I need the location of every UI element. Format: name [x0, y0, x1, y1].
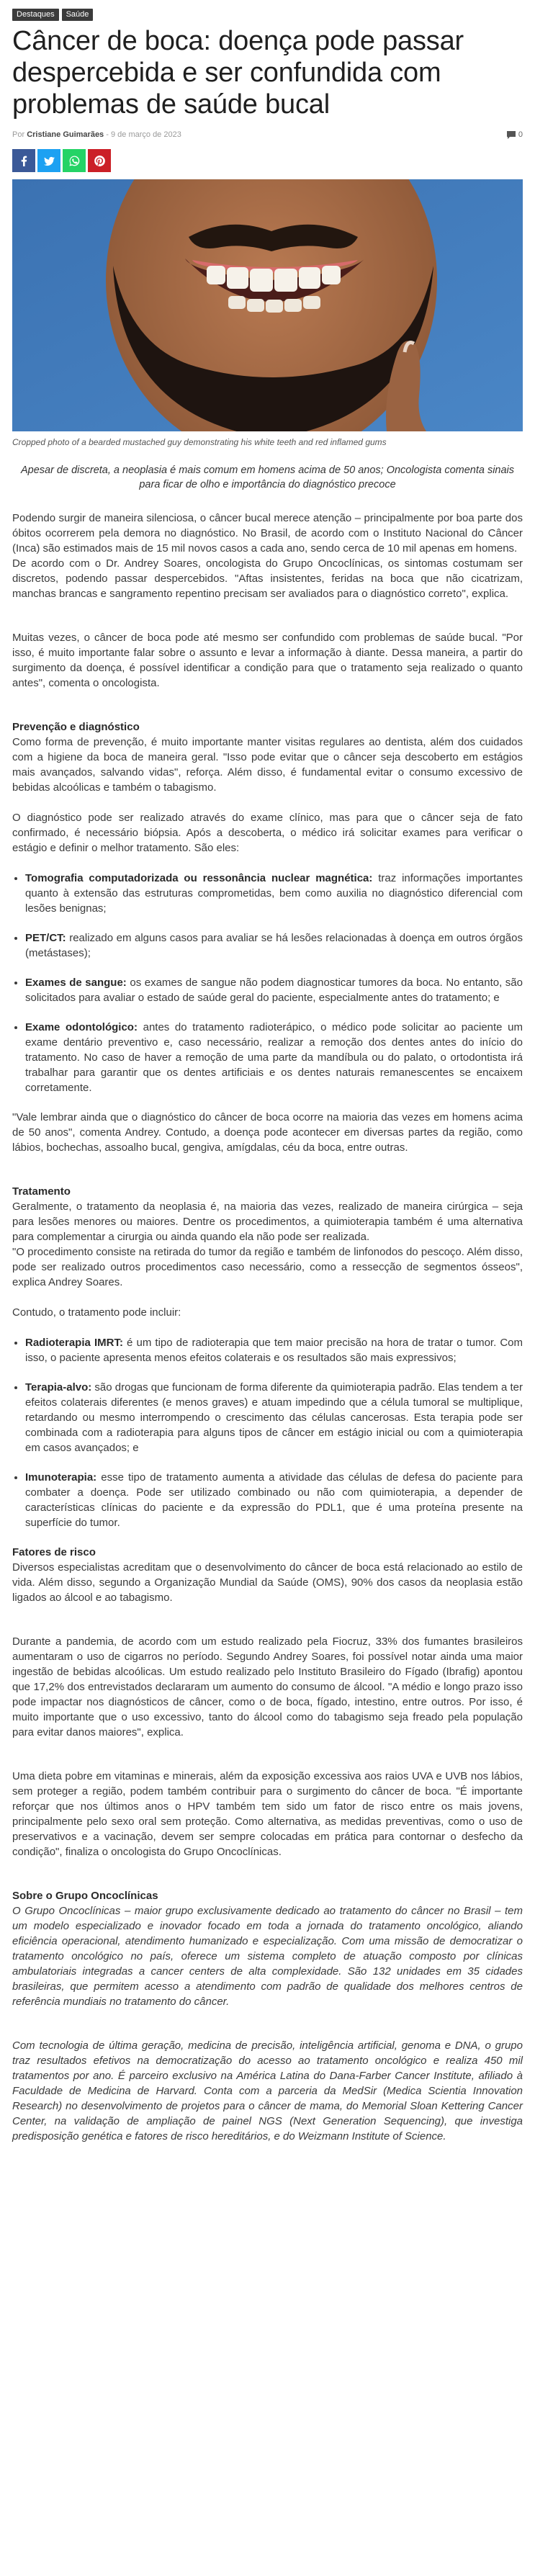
- publish-date: 9 de março de 2023: [110, 130, 181, 139]
- exams-list: [12, 871, 523, 1095]
- paragraph: Como forma de prevenção, é muito importante manter visitas regulares ao dentista, além dos cuidados com a higiene da boca de maneira geral. "Isso pode evitar que o câncer seja descoberto em estágios mais avançados, salvando vidas", reforça. Além disso, é fundamental evitar o consumo excessivo de bebidas alcoólicas e também o tabagismo.: [12, 736, 523, 794]
- comments-count-link[interactable]: [507, 130, 523, 139]
- treatments-list: [12, 1335, 523, 1530]
- list-item: • Terapia-alvo: são drogas que funcionam de forma diferente da quimioterapia padrão. Elas tendem a ter efeitos colaterais diferentes (e menos graves) e atuam impedindo que a célula tumoral se multiplique, retardando ou mesmo interrompendo o crescimento das células cancerosas. Esta terapia pode ser combinada com a radioterapia para alguns tipos de câncer em estágio inicial ou com a quimioterapia em casos avançados; e: [25, 1380, 523, 1455]
- by-label: Por: [12, 130, 25, 139]
- paragraph: Muitas vezes, o câncer de boca pode até mesmo ser confundido com problemas de saúde bucal. "Por isso, é muito importante falar sobre o assunto e levar a informação à diante. Dessa maneira, a partir do surgimento da doença, é possível identificar a condição para que o tratamento seja realizado o quanto antes", comenta o oncologista.: [12, 632, 523, 689]
- article-meta: [12, 130, 523, 139]
- smiling-man-photo: [12, 179, 523, 431]
- share-buttons: [12, 149, 523, 172]
- list-item: • Radioterapia IMRT: é um tipo de radioterapia que tem maior precisão na hora de tratar o tumor. Com isso, o paciente apresenta menos efeitos colaterais e os resultados são mais expressivos;: [25, 1335, 523, 1365]
- twitter-share-button[interactable]: [37, 149, 60, 172]
- paragraph: O Grupo Oncoclínicas – maior grupo exclusivamente dedicado ao tratamento do câncer no Brasil – tem um modelo especializado e inovador focado em toda a jornada do tratamento oncológico, aliando eficiência operacional, atendimento humanizado e especialização. Com uma missão de democratizar o tratamento oncológico no país, oferece um sistema completo de atuação composto por clínicas ambulatoriais integradas a cancer centers de alta complexidade. São 132 unidades em 35 cidades brasileiras, que permitem acesso a atendimento com padrão de qualidade dos melhores centros de referência mundiais no tratamento do câncer.: [12, 1905, 523, 2008]
- list-item: • Exame odontológico: antes do tratamento radioterápico, o médico pode solicitar ao paciente um exame dentário preventivo e, caso necessário, realizar a remoção dos dentes antes do início do tratamento. No caso de haver a remoção de uma parte da mandíbula ou do palato, o ortodontista irá trabalhar para garantir que os dentes artificiais e os dentes naturais remanescentes se encaixem corretamente.: [25, 1020, 523, 1095]
- section-heading-fatores: Fatores de risco: [12, 1546, 96, 1558]
- paragraph: Com tecnologia de última geração, medicina de precisão, inteligência artificial, genoma e DNA, o grupo traz resultados efetivos na democratização do acesso ao tratamento oncológico e realiza 450 mil tratamentos por ano. É parceiro exclusivo na América Latina do Dana-Farber Cancer Institute, afiliado à Faculdade de Medicina de Harvard. Conta com a parceria da MedSir (Medica Scientia Innovation Research) no desenvolvimento de projetos para o câncer de mama, do Memorial Sloan Kettering Cancer Center, na validação de ampliação de painel NGS (Next Generation Sequencing), que investiga predisposição genética e fatores de risco hereditários, e do Weizmann Institute of Science.: [12, 2039, 523, 2142]
- section-heading-tratamento: Tratamento: [12, 1185, 71, 1198]
- tag-destaques[interactable]: Destaques: [12, 9, 59, 21]
- list-item: • Exames de sangue: os exames de sangue não podem diagnosticar tumores da boca. No entanto, são solicitados para avaliar o estado de saúde geral do paciente, especialmente antes do tratamento; e: [25, 975, 523, 1005]
- article-body: [12, 511, 523, 2144]
- hero-image: [12, 179, 523, 431]
- paragraph: "O procedimento consiste na retirada do tumor da região e também de linfonodos do pescoço. Além disso, pode ser realizado outros procedimentos caso necessário, como a ressecção de segmentos ósseos", explica Andrey Soares.: [12, 1246, 523, 1288]
- tag-saude[interactable]: Saúde: [62, 9, 94, 21]
- paragraph: Uma dieta pobre em vitaminas e minerais, além da exposição excessiva aos raios UVA e UVB nos lábios, sem proteger a região, podem também contribuir para o surgimento do câncer de boca. "É importante reforçar que nos últimos anos o HPV também tem sido um fator de risco entre os mais jovens, principalmente pelo sexo oral sem proteção. Como alternativa, as medidas preventivas, como o uso de preservativos e a vacinação, devem ser sempre colocadas em prática para contornar o desfecho da condição", finaliza o oncologista do Grupo Oncoclínicas.: [12, 1770, 523, 1858]
- twitter-icon: [44, 156, 55, 166]
- image-caption: Cropped photo of a bearded mustached guy demonstrating his white teeth and red inflamed gums: [12, 437, 387, 447]
- section-heading-prevencao: Prevenção e diagnóstico: [12, 721, 140, 733]
- byline: [12, 130, 181, 139]
- paragraph: "Vale lembrar ainda que o diagnóstico do câncer de boca ocorre na maioria das vezes em homens acima de 50 anos", comenta Andrey. Contudo, a doença pode acontecer em diversas partes da região, como lábios, bochechas, assoalho bucal, gengiva, amígdalas, céu da boca, entre outras.: [12, 1111, 523, 1154]
- facebook-icon: [19, 156, 30, 166]
- whatsapp-icon: [69, 156, 80, 166]
- article-title: Câncer de boca: doença pode passar despercebida e ser confundida com problemas de saúde bucal: [12, 26, 464, 120]
- paragraph: Diversos especialistas acreditam que o desenvolvimento do câncer de boca está relacionado ao estilo de vida. Além disso, segundo a Organização Mundial da Saúde (OMS), 90% dos casos da neoplasia estão ligados ao álcool e ao tabagismo.: [12, 1561, 523, 1604]
- comments-count: 0: [518, 130, 523, 139]
- list-item: • Tomografia computadorizada ou ressonância nuclear magnética: traz informações importantes quanto à extensão das estruturas comprometidas, bem como auxilia no diagnóstico diferencial com lesões benignas;: [25, 871, 523, 916]
- facebook-share-button[interactable]: [12, 149, 35, 172]
- section-heading-sobre: Sobre o Grupo Oncoclínicas: [12, 1890, 158, 1902]
- whatsapp-share-button[interactable]: [63, 149, 86, 172]
- category-tags: [12, 0, 523, 21]
- author-link[interactable]: Cristiane Guimarães: [27, 130, 104, 139]
- paragraph: Geralmente, o tratamento da neoplasia é, na maioria das vezes, realizado de maneira cirúrgica – seja para lesões menores ou maiores. Dentre os procedimentos, a quimioterapia também é uma alternativa para complementar a cirurgia ou ainda quando ela não pode ser realizada.: [12, 1201, 523, 1243]
- paragraph: Contudo, o tratamento pode incluir:: [12, 1306, 181, 1319]
- list-item: • Imunoterapia: esse tipo de tratamento aumenta a atividade das células de defesa do paciente para combater a doença. Pode ser utilizado combinado ou não com quimioterapia, a depender de características clínicas do paciente e da expressão do PDL1, que é uma proteína presente na superfície do tumor.: [25, 1470, 523, 1530]
- paragraph: Durante a pandemia, de acordo com um estudo realizado pela Fiocruz, 33% dos fumantes brasileiros aumentaram o uso de cigarros no período. Segundo Andrey Soares, foi possível notar ainda uma maior ingestão de bebidas alcoólicas. Um estudo realizado pelo Instituto Brasileiro do Fígado (Ibrafig) apontou que 17,2% dos entrevistados declararam um aumento do consumo de álcool. "A médio e longo prazo isso pode impactar nos diagnósticos de câncer, como o de boca, fígado, intestino, entre outros. Por isso, é muito importante que o uso excessivo, tanto do álcool como do tabagismo seja freado pela população para evitar danos maiores", explica.: [12, 1635, 523, 1738]
- paragraph: Podendo surgir de maneira silenciosa, o câncer bucal merece atenção – principalmente por boa parte dos óbitos ocorrerem pela demora no diagnóstico. No Brasil, de acordo com o Instituto Nacional do Câncer (Inca) são estimados mais de 15 mil novos casos a cada ano, sendo cerca de 10 mil apenas em homens.: [12, 512, 523, 555]
- paragraph: O diagnóstico pode ser realizado através do exame clínico, mas para que o câncer seja de fato confirmado, é necessário biópsia. Após a descoberta, o médico irá solicitar exames para verificar o estágio e definir o melhor tratamento. São eles:: [12, 812, 523, 854]
- pinterest-icon: [94, 156, 105, 166]
- list-item: • PET/CT: realizado em alguns casos para avaliar se há lesões relacionadas à doença em outros órgãos (metástases);: [25, 930, 523, 961]
- meta-separator: -: [106, 130, 109, 139]
- pinterest-share-button[interactable]: [88, 149, 111, 172]
- paragraph: De acordo com o Dr. Andrey Soares, oncologista do Grupo Oncoclínicas, os sintomas costumam ser discretos, podendo passar despercebidos. "Aftas insistentes, feridas na boca que não cicatrizam, manchas brancas e sangramento repentino precisam ser avaliados para o diagnóstico correto", explica.: [12, 557, 523, 600]
- comment-icon: [507, 131, 516, 139]
- article-lead: Apesar de discreta, a neoplasia é mais comum em homens acima de 50 anos; Oncologista comenta sinais para ficar de olho e importância do diagnóstico precoce: [20, 465, 515, 490]
